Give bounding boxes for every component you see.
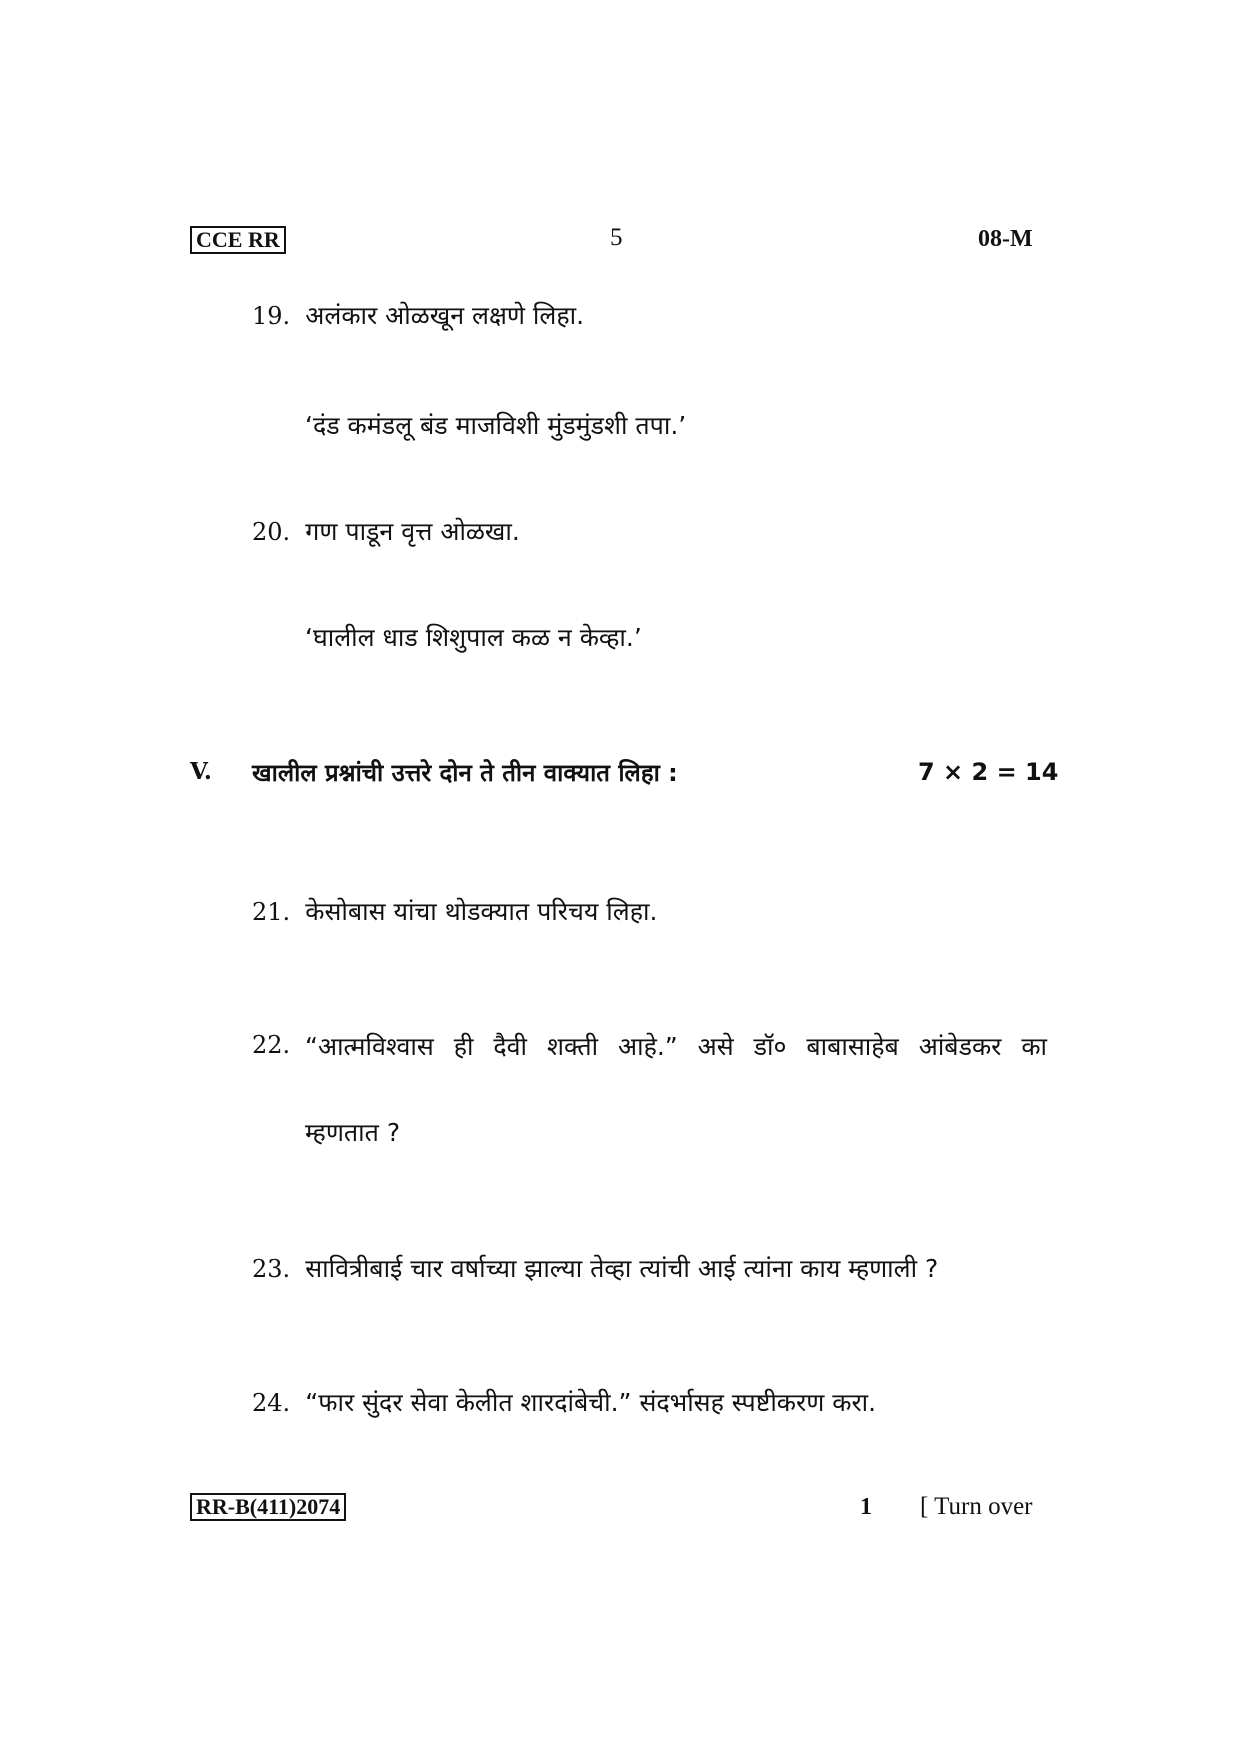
- question-word: आहे.”: [618, 1032, 678, 1061]
- question-word: डॉ०: [753, 1032, 787, 1061]
- header-right-code: 08-M: [978, 226, 1033, 252]
- question-number: 23.: [252, 1255, 291, 1283]
- question-text: “फार सुंदर सेवा केलीत शारदांबेची.” संदर्भासह स्पष्टीकरण करा.: [305, 1388, 877, 1417]
- section-instruction: खालील प्रश्नांची उत्तरे दोन ते तीन वाक्यात लिहा :: [252, 759, 678, 787]
- header-left-code: CCE RR: [196, 227, 280, 252]
- question-word: “आत्मविश्वास: [305, 1032, 434, 1061]
- question-22-continuation: म्हणतात ?: [305, 1118, 401, 1147]
- question-22-line: [305, 1029, 1047, 1063]
- question-22-number: 22.: [252, 1031, 291, 1059]
- turn-over-note: [ Turn over: [920, 1493, 1033, 1520]
- question-word: बाबासाहेब: [806, 1032, 899, 1061]
- page-number: 5: [610, 224, 623, 251]
- question-word: आंबेडकर: [918, 1032, 1002, 1061]
- question-19: [252, 298, 584, 332]
- footer-number: 1: [860, 1494, 872, 1520]
- question-text: सावित्रीबाई चार वर्षाच्या झाल्या तेव्हा त्यांची आई त्यांना काय म्हणाली ?: [305, 1254, 939, 1283]
- question-text: अलंकार ओळखून लक्षणे लिहा.: [305, 301, 585, 330]
- question-20: [252, 514, 520, 548]
- footer-code: RR-B(411)2074: [196, 1494, 341, 1519]
- question-number: 21.: [252, 898, 291, 926]
- question-19-quote: ‘दंड कमंडलू बंड माजविशी मुंडमुंडशी तपा.’: [305, 411, 687, 440]
- section-roman-numeral: V.: [190, 758, 212, 785]
- question-23: [252, 1251, 938, 1285]
- question-number: 20.: [252, 518, 291, 546]
- question-number: 19.: [252, 302, 291, 330]
- question-word: का: [1021, 1032, 1047, 1061]
- question-24: [252, 1385, 876, 1419]
- question-20-quote: ‘घालील धाड शिशुपाल कळ न केव्हा.’: [305, 623, 642, 652]
- question-word: शक्ती: [546, 1032, 599, 1061]
- section-marks: 7 × 2 = 14: [918, 758, 1059, 786]
- question-word: ही: [453, 1032, 474, 1061]
- question-number: 24.: [252, 1389, 291, 1417]
- question-word: दैवी: [493, 1032, 528, 1061]
- question-21: [252, 894, 657, 928]
- question-word: असे: [697, 1032, 734, 1061]
- header-code-box: [190, 226, 286, 254]
- question-text: गण पाडून वृत्त ओळखा.: [305, 517, 520, 546]
- footer-code-box: [190, 1493, 346, 1521]
- question-text: केसोबास यांचा थोडक्यात परिचय लिहा.: [305, 897, 658, 926]
